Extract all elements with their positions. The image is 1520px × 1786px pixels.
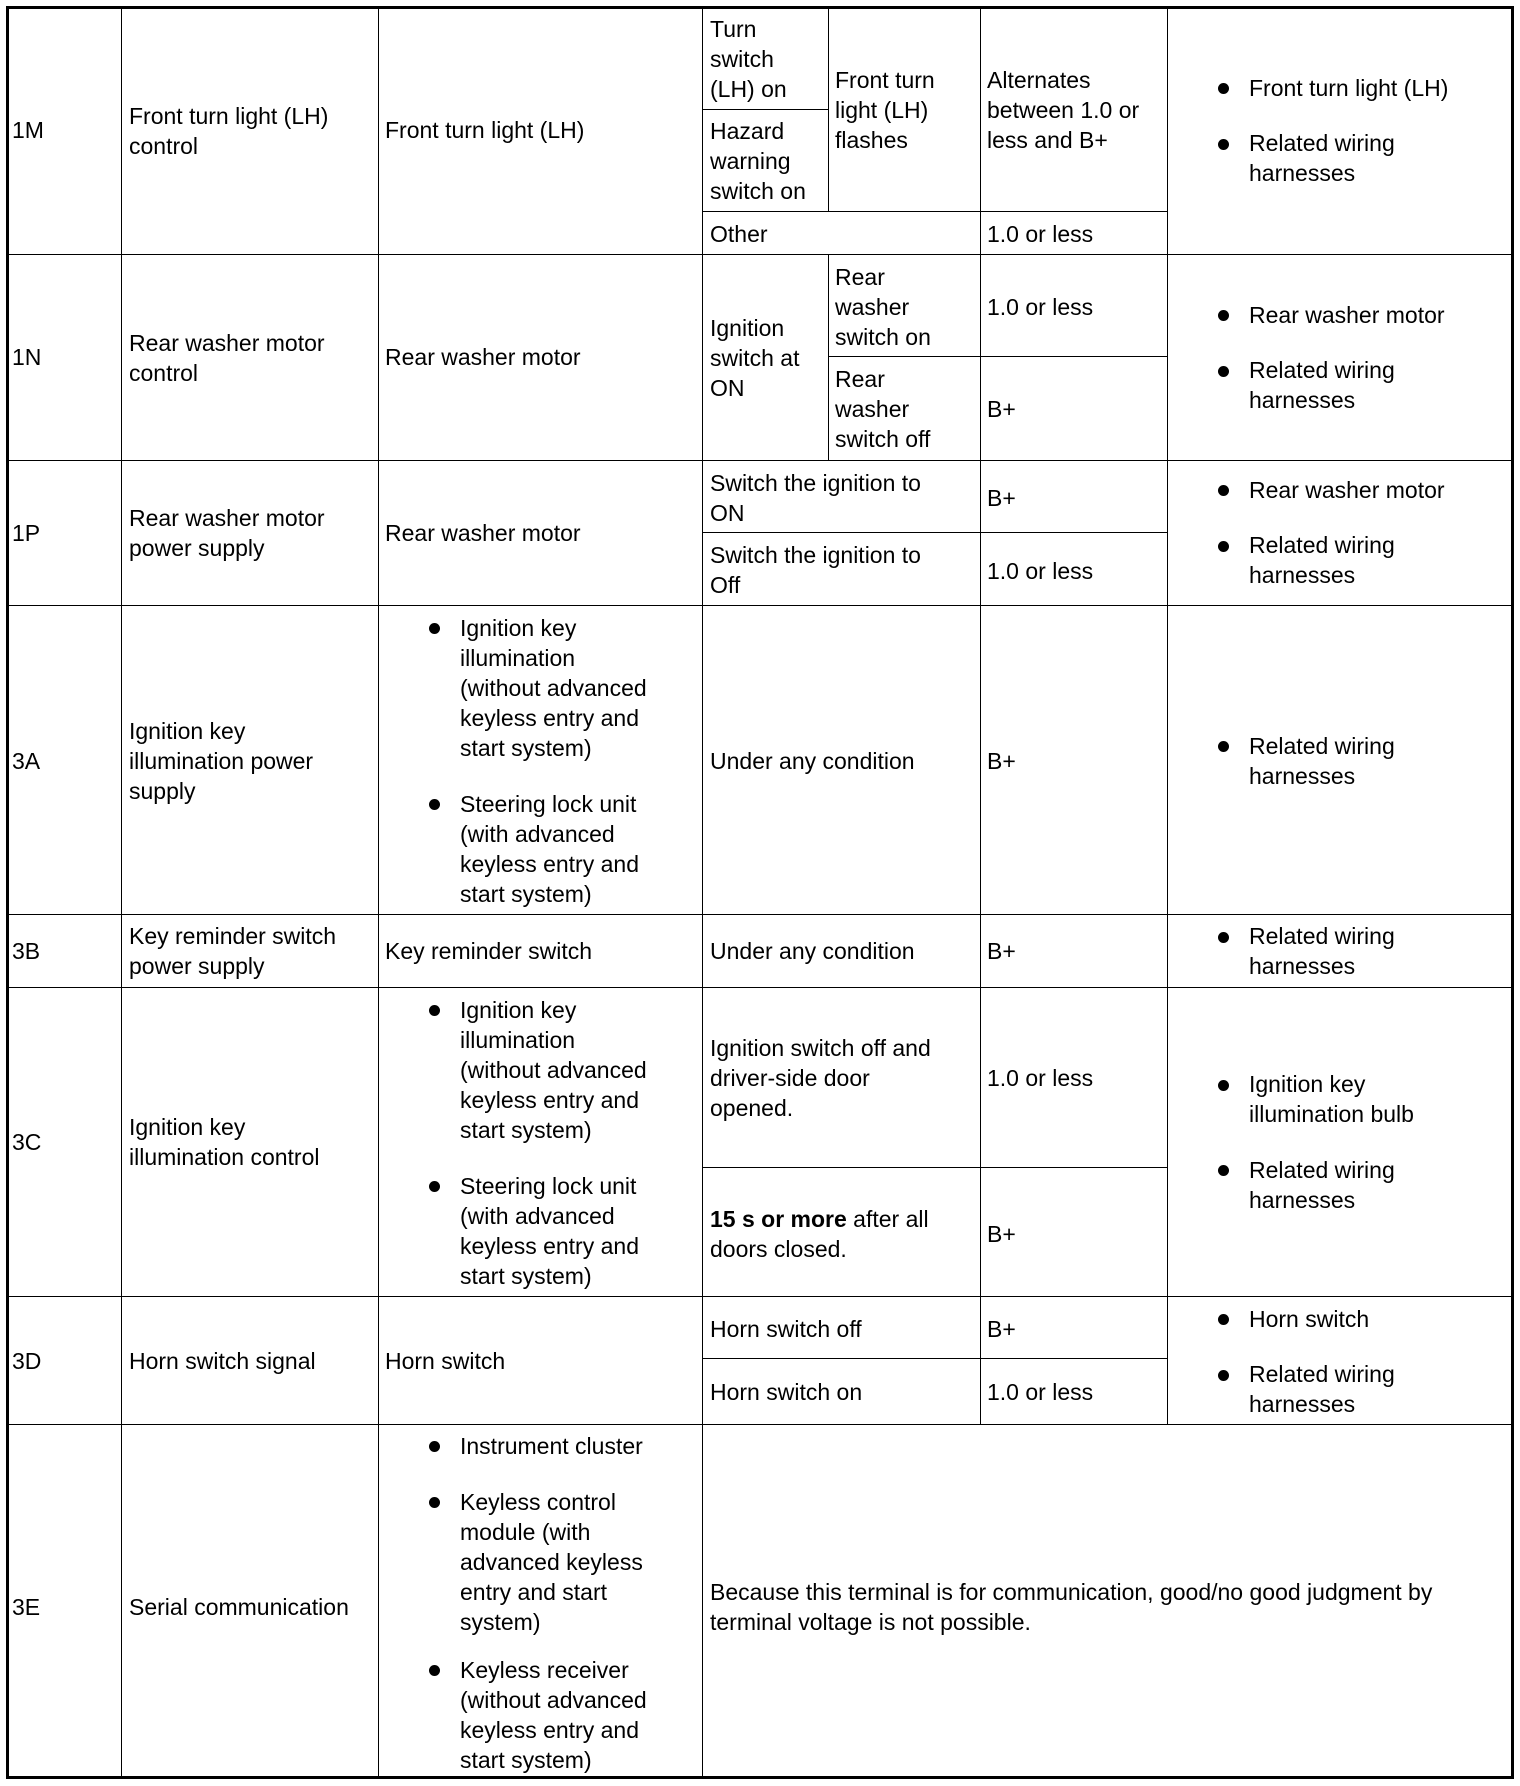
condition-ignition-to-off: Switch the ignition to Off <box>710 542 921 598</box>
cell-divider <box>702 211 1167 212</box>
value-washer-on: 1.0 or less <box>987 294 1094 320</box>
terminal-3C: 3C <box>12 1129 42 1155</box>
connected-to-1N: Rear washer motor <box>385 344 581 370</box>
condition-doors-closed <box>710 1204 929 1234</box>
check-item: Horn switch <box>1249 1306 1370 1332</box>
value-horn-on: 1.0 or less <box>987 1379 1094 1405</box>
signal-name-3E: Serial communication <box>129 1594 349 1620</box>
condition-washer-off: Rear washer switch off <box>835 366 931 452</box>
bullet <box>429 1181 440 1192</box>
row-divider <box>6 254 1514 255</box>
row-divider <box>6 605 1514 606</box>
value-ignition-on: B+ <box>987 485 1016 511</box>
row-divider <box>6 1296 1514 1297</box>
cell-divider <box>828 6 829 211</box>
condition-other: Other <box>710 221 768 247</box>
condition-emphasis: 15 s or more <box>710 1206 847 1232</box>
value-other: 1.0 or less <box>987 221 1094 247</box>
connected-to-1P: Rear washer motor <box>385 520 581 546</box>
condition-doors-closed-line2: doors closed. <box>710 1236 847 1262</box>
check-item: Related wiring harnesses <box>1249 1157 1395 1213</box>
condition-washer-on: Rear washer switch on <box>835 264 931 350</box>
bullet <box>429 799 440 810</box>
signal-name-3C: Ignition key illumination control <box>129 1114 320 1170</box>
bullet <box>1218 741 1229 752</box>
connected-item: Instrument cluster <box>460 1433 643 1459</box>
bullet <box>429 1665 440 1676</box>
bullet <box>429 623 440 634</box>
signal-name-3B: Key reminder switch power supply <box>129 923 337 979</box>
row-divider <box>6 1424 1514 1425</box>
connected-item: Steering lock unit (with advanced keyless entry and start system) <box>460 791 639 907</box>
bullet <box>1218 1165 1229 1176</box>
check-item: Rear washer motor <box>1249 477 1445 503</box>
bullet <box>1218 541 1229 552</box>
column-divider <box>1167 6 1168 1424</box>
connected-item: Ignition key illumination (without advanced keyless entry and start system) <box>460 615 647 761</box>
condition-horn-on: Horn switch on <box>710 1379 863 1405</box>
terminal-1P: 1P <box>12 520 41 546</box>
signal-name-1M: Front turn light (LH) control <box>129 103 329 159</box>
bullet <box>1218 1080 1229 1091</box>
bullet <box>1218 366 1229 377</box>
value-3A: B+ <box>987 748 1016 774</box>
value-horn-off: B+ <box>987 1316 1016 1342</box>
condition-ignition-to-on: Switch the ignition to ON <box>710 470 921 526</box>
check-item: Related wiring harnesses <box>1249 1361 1395 1417</box>
condition-text: after all <box>846 1206 929 1232</box>
column-divider <box>980 6 981 1424</box>
check-item: Ignition key illumination bulb <box>1249 1071 1414 1127</box>
terminal-1M: 1M <box>12 117 44 143</box>
bullet <box>1218 310 1229 321</box>
bullet <box>429 1005 440 1016</box>
cell-divider <box>702 1167 1167 1168</box>
cell-divider <box>702 1358 1167 1359</box>
condition-turn-switch: Turn switch (LH) on <box>710 16 787 102</box>
connected-item: Steering lock unit (with advanced keyless entry and start system) <box>460 1173 639 1289</box>
communication-note: Because this terminal is for communication, good/no good judgment by terminal voltage is not possible. <box>710 1579 1433 1635</box>
cell-divider <box>828 356 1167 357</box>
bullet <box>429 1441 440 1452</box>
bullet <box>1218 932 1229 943</box>
check-item: Related wiring harnesses <box>1249 923 1395 979</box>
value-washer-off: B+ <box>987 396 1016 422</box>
row-divider <box>6 914 1514 915</box>
terminal-3D: 3D <box>12 1348 42 1374</box>
condition-flashes: Front turn light (LH) flashes <box>835 67 935 153</box>
check-item: Related wiring harnesses <box>1249 532 1395 588</box>
connected-to-3D: Horn switch <box>385 1348 506 1374</box>
value-alternates: Alternates between 1.0 or less and B+ <box>987 67 1140 153</box>
check-item: Related wiring harnesses <box>1249 357 1395 413</box>
connected-item: Keyless control module (with advanced keyless entry and start system) <box>460 1489 643 1635</box>
row-divider <box>6 460 1514 461</box>
connected-to-3B: Key reminder switch <box>385 938 593 964</box>
condition-door-opened: Ignition switch off and driver-side door opened. <box>710 1035 931 1121</box>
terminal-1N: 1N <box>12 344 42 370</box>
value-3B: B+ <box>987 938 1016 964</box>
row-divider <box>6 987 1514 988</box>
terminal-3E: 3E <box>12 1594 41 1620</box>
value-ignition-off: 1.0 or less <box>987 558 1094 584</box>
value-doors-closed: B+ <box>987 1221 1016 1247</box>
check-item: Rear washer motor <box>1249 302 1445 328</box>
bullet <box>1218 139 1229 150</box>
cell-divider <box>702 109 828 110</box>
bullet <box>1218 1314 1229 1325</box>
column-divider <box>378 6 379 1779</box>
check-item: Related wiring harnesses <box>1249 733 1395 789</box>
bullet <box>429 1497 440 1508</box>
terminal-table <box>6 6 1514 1779</box>
condition-hazard-switch: Hazard warning switch on <box>710 118 806 204</box>
check-item: Front turn light (LH) <box>1249 75 1449 101</box>
column-divider <box>702 6 703 1779</box>
signal-name-3D: Horn switch signal <box>129 1348 316 1374</box>
check-item: Related wiring harnesses <box>1249 130 1395 186</box>
condition-any: Under any condition <box>710 748 915 774</box>
column-divider <box>121 6 122 1779</box>
cell-divider <box>702 532 1167 533</box>
terminal-3B: 3B <box>12 938 41 964</box>
bullet <box>1218 1370 1229 1381</box>
condition-any: Under any condition <box>710 938 915 964</box>
bullet <box>1218 83 1229 94</box>
terminal-3A: 3A <box>12 748 41 774</box>
connected-item: Ignition key illumination (without advanced keyless entry and start system) <box>460 997 647 1143</box>
bullet <box>1218 485 1229 496</box>
connected-to-1M: Front turn light (LH) <box>385 117 585 143</box>
condition-horn-off: Horn switch off <box>710 1316 862 1342</box>
signal-name-1N: Rear washer motor control <box>129 330 325 386</box>
connected-item: Keyless receiver (without advanced keyless entry and start system) <box>460 1657 647 1773</box>
cell-divider <box>828 254 829 460</box>
signal-name-3A: Ignition key illumination power supply <box>129 718 314 804</box>
value-door-opened: 1.0 or less <box>987 1065 1094 1091</box>
condition-ignition-on: Ignition switch at ON <box>710 315 800 401</box>
signal-name-1P: Rear washer motor power supply <box>129 505 325 561</box>
